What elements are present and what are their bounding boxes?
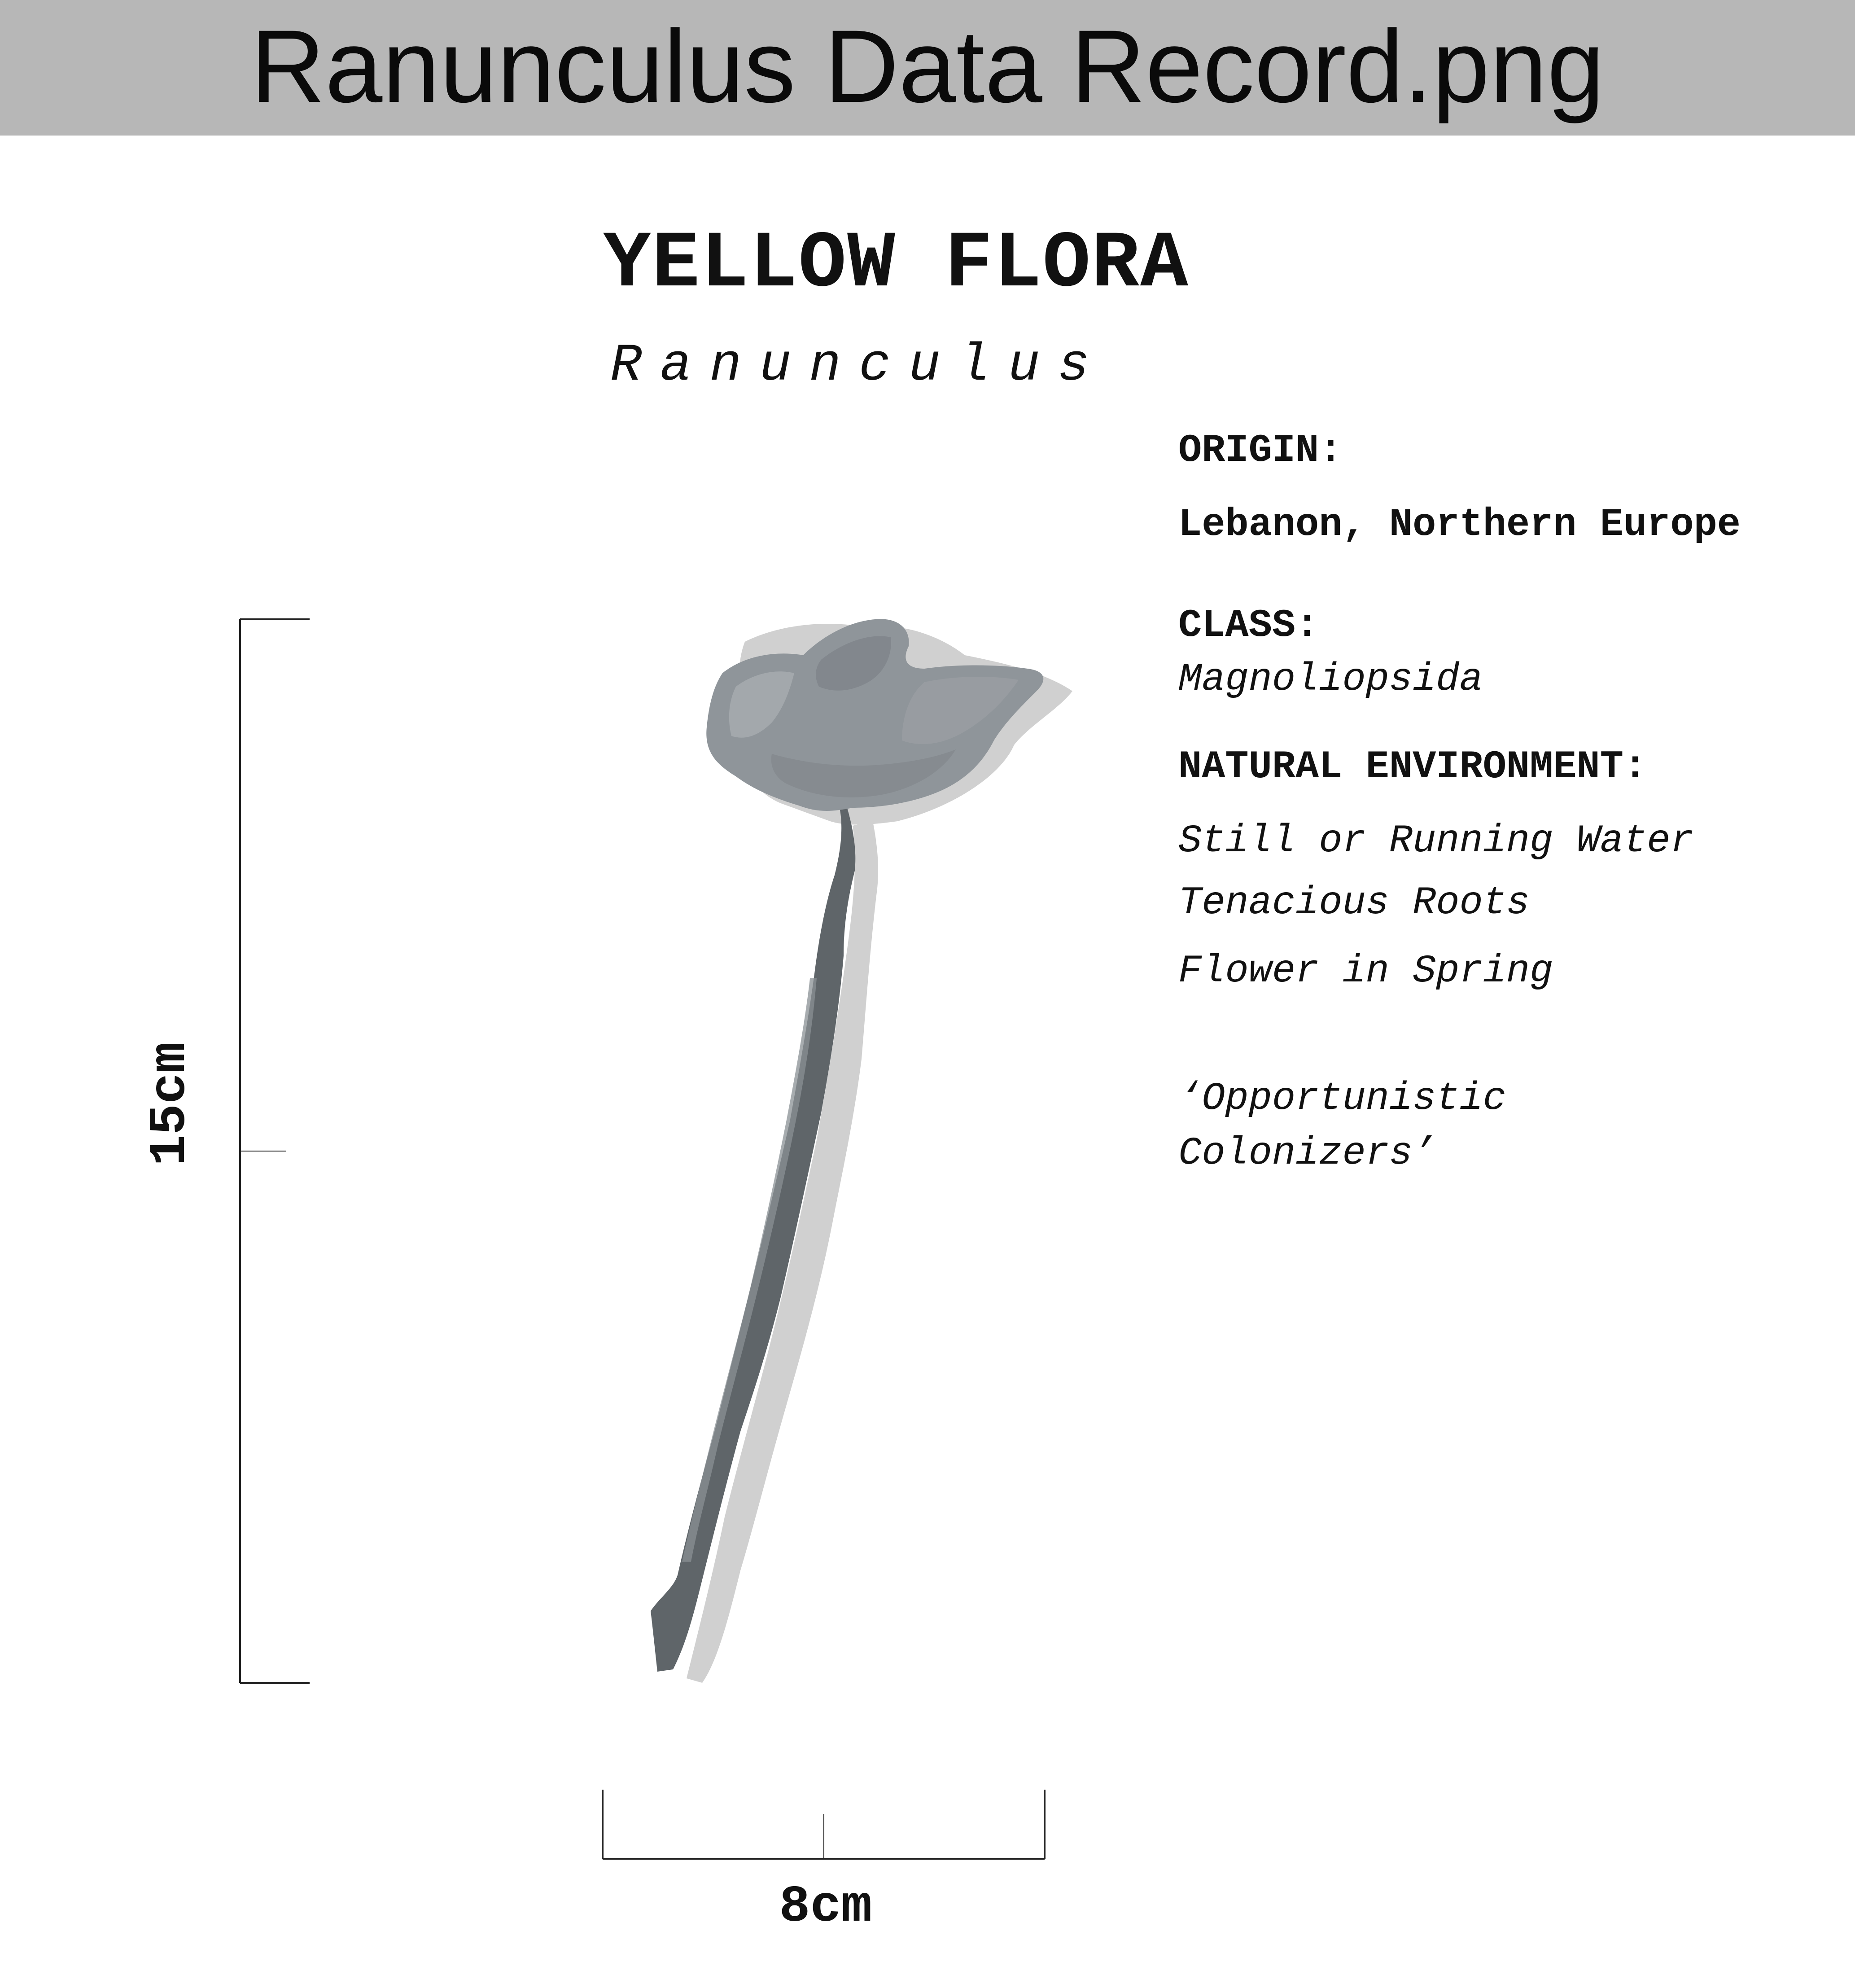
width-dimension-label: 8cm — [779, 1878, 872, 1936]
class-label: CLASS: — [1178, 604, 1319, 648]
quote-line: ‘Opportunistic — [1178, 1077, 1506, 1121]
quote-line: Colonizers’ — [1178, 1132, 1436, 1176]
environment-item: Flower in Spring — [1178, 950, 1553, 994]
horizontal-scale-bar — [603, 1790, 1045, 1859]
ranunculus-flower-illustration — [651, 619, 1072, 1683]
vertical-scale-bar — [240, 619, 310, 1683]
origin-value: Lebanon, Northern Europe — [1178, 503, 1741, 547]
environment-label: NATURAL ENVIRONMENT: — [1178, 745, 1647, 789]
common-name-heading: YELLOW FLORA — [603, 219, 1189, 310]
origin-label: ORIGIN: — [1178, 429, 1343, 473]
window-title: Ranunculus Data Record.png — [250, 9, 1605, 124]
height-dimension-label: 15cm — [141, 1042, 200, 1166]
environment-item: Still or Running Water — [1178, 819, 1694, 863]
environment-item: Tenacious Roots — [1178, 881, 1530, 925]
genus-subheading: Ranunculus — [610, 336, 1108, 396]
class-value: Magnoliopsida — [1178, 658, 1483, 702]
